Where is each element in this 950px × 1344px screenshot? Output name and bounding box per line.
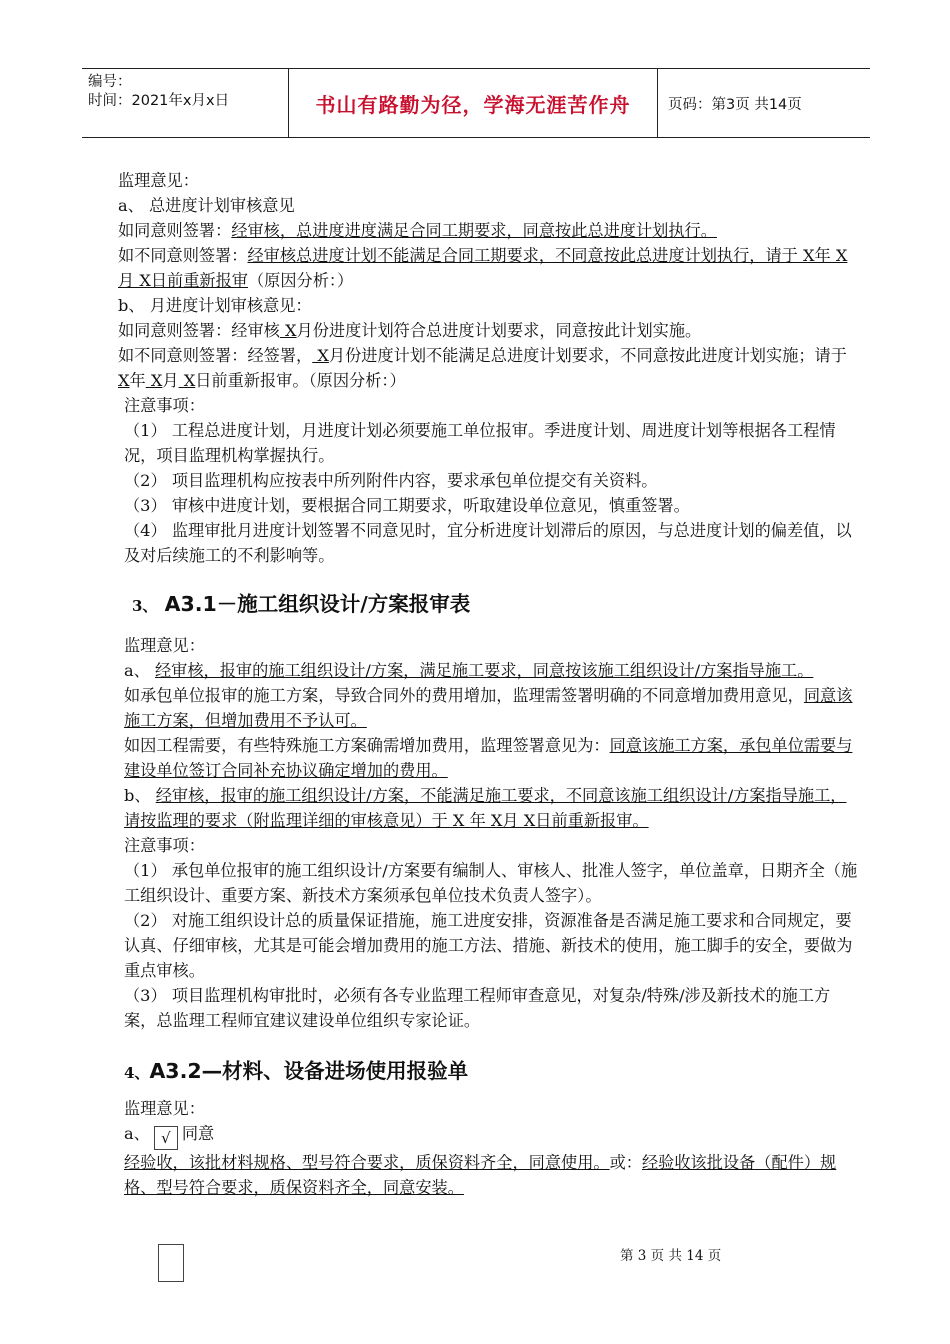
check-icon: √ [154,1126,178,1150]
paragraph: b、 月进度计划审核意见： [118,296,312,315]
page-footer: 第 3 页 共 14 页 [620,1248,722,1264]
paragraph: （2） 对施工组织设计总的质量保证措施，施工进度安排，资源准备是否满足施工要求和合同规定，要认真、仔细审核，尤其是可能会增加费用的施工方法、措施、新技术的使用，施工脚手的安全，要做为重点审核。 [124,911,853,980]
paragraph: （2） 项目监理机构应按表中所列附件内容，要求承包单位提交有关资料。 [124,471,658,490]
paragraph: 注意事项： [124,836,205,855]
paragraph: 如同意则签署：经审核，总进度进度满足合同工期要求，同意按此总进度计划执行。 [118,221,717,240]
document-body [92,168,862,1200]
paragraph: 如同意则签署：经审核 X月份进度计划符合总进度计划要求，同意按此计划实施。 [118,321,702,340]
paragraph: 如因工程需要，有些特殊施工方案确需增加费用，监理签署意见为：同意该施工方案，承包单位需要与建设单位签订合同补充协议确定增加的费用。 [124,736,853,780]
paragraph: 监理意见： [118,171,199,190]
paragraph: 如不同意则签署：经审核总进度计划不能满足合同工期要求，不同意按此总进度计划执行，请于 X年 X月 X日前重新报审（原因分析：） [118,246,848,290]
paragraph: 监理意见： [124,1099,205,1118]
paragraph: 监理意见： [124,636,205,655]
paragraph: b、 经审核，报审的施工组织设计/方案，不能满足施工要求，不同意该施工组织设计/方案指导施工，请按监理的要求（附监理详细的审核意见）于 X 年 X月 X日前重新报审。 [124,786,847,830]
number-label: 编号： [88,74,132,90]
time-label: 时间：2021年x月x日 [88,93,230,109]
paragraph: 经验收，该批材料规格、型号符合要求，质保资料齐全，同意使用。或：经验收该批设备（配件）规格、型号符合要求，质保资料齐全，同意安装。 [124,1153,837,1197]
paragraph: 注意事项： [124,396,205,415]
paragraph: （4） 监理审批月进度计划签署不同意见时，宜分析进度计划滞后的原因，与总进度计划的偏差值，以及对后续施工的不利影响等。 [124,521,852,565]
paragraph: （3） 项目监理机构审批时，必须有各专业监理工程师审查意见，对复杂/特殊/涉及新技术的施工方案，总监理工程师宜建议建设单位组织专家论证。 [124,986,831,1030]
section-heading: 4、A3.2—材料、设备进场使用报验单 [124,1059,469,1083]
paragraph: a、 总进度计划审核意见 [118,196,295,215]
section-heading: 3、 A3.1－施工组织设计/方案报审表 [132,592,471,616]
paragraph: （1） 工程总进度计划，月进度计划必须要施工单位报审。季进度计划、周进度计划等根据各工程情况，项目监理机构掌握执行。 [124,421,836,465]
header-motto: 书山有路勤为径，学海无涯苦作舟 [289,69,658,137]
paragraph: 如不同意则签署：经签署， X月份进度计划不能满足总进度计划要求，不同意按此进度计划实施；请于 X年 X月 X日前重新报审。（原因分析：） [118,346,847,390]
paragraph: a、 经审核，报审的施工组织设计/方案，满足施工要求，同意按该施工组织设计/方案指导施工。 [124,661,814,680]
page-header [82,68,870,138]
paragraph: 如承包单位报审的施工方案，导致合同外的费用增加，监理需签署明确的不同意增加费用意见，同意该施工方案，但增加费用不予认可。 [124,686,853,730]
paragraph: a、 √ 同意 [92,1121,862,1150]
paragraph: （1） 承包单位报审的施工组织设计/方案要有编制人、审核人、批准人签字，单位盖章，日期齐全（施工组织设计、重要方案、新技术方案须承包单位技术负责人签字）。 [124,861,858,905]
header-page-info: 页码：第3页 共14页 [668,96,802,113]
footer-box [158,1244,184,1282]
header-meta [82,69,289,137]
paragraph: （3） 审核中进度计划，要根据合同工期要求，听取建设单位意见，慎重签署。 [124,496,690,515]
